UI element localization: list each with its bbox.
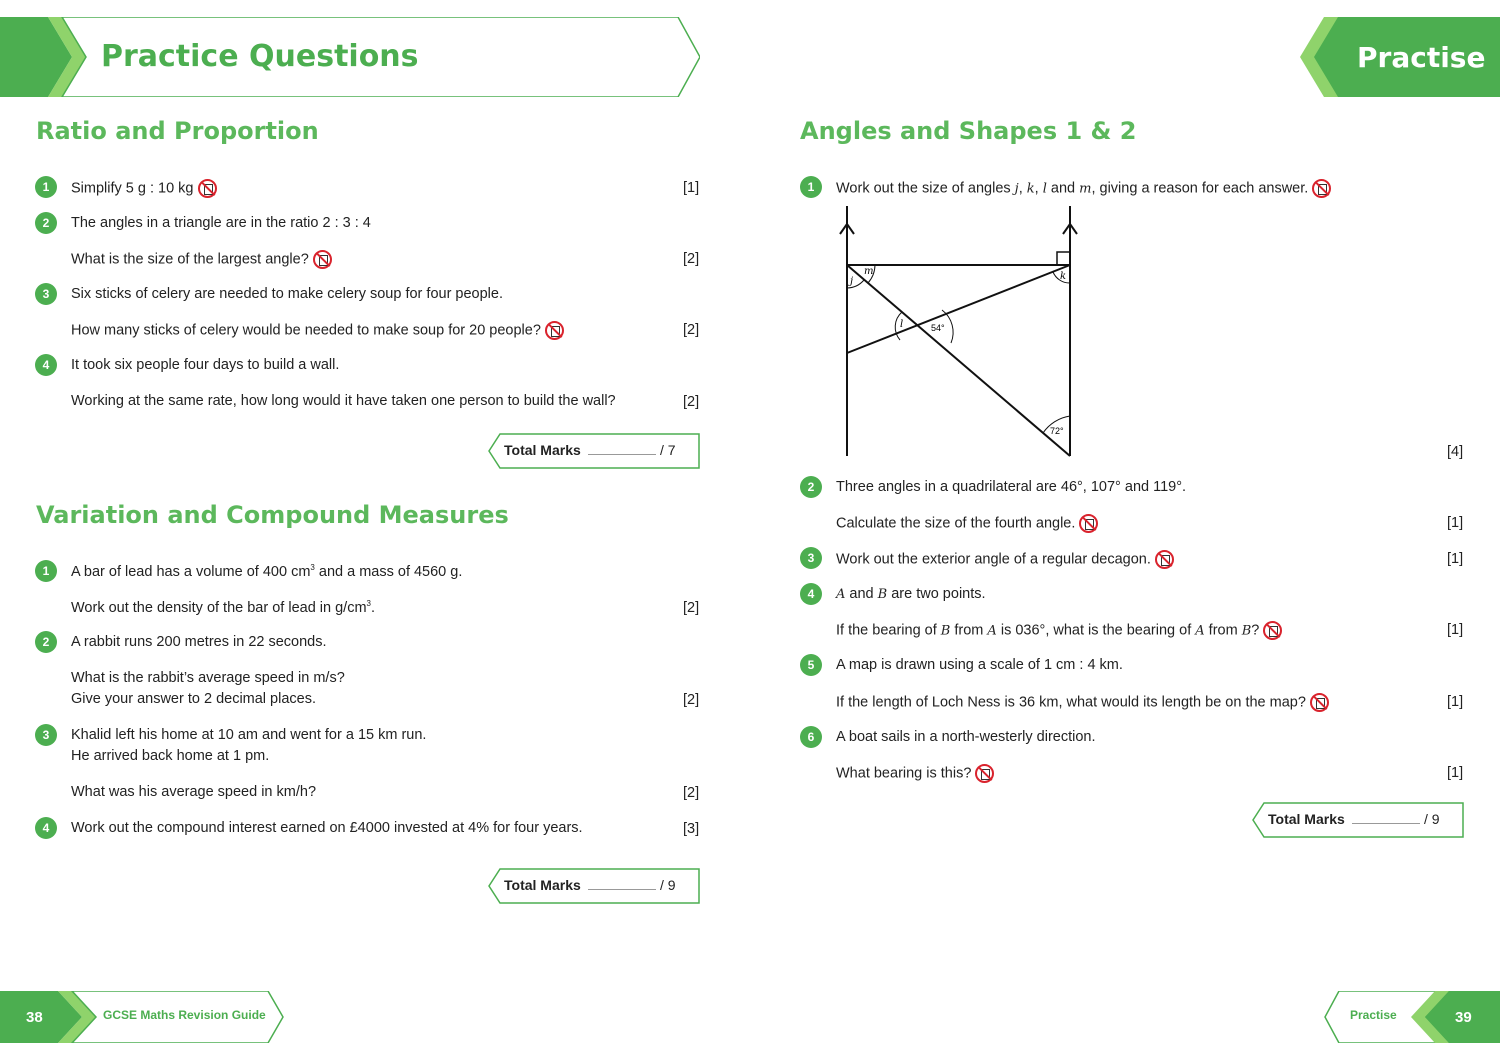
question-line: Work out the density of the bar of lead in g/cm — [71, 599, 367, 616]
question-line: How many sticks of celery would be needed to make soup for 20 people? — [71, 322, 541, 339]
question-number: 6 — [800, 726, 822, 748]
question-line: Work out the exterior angle of a regular decagon. — [836, 551, 1151, 568]
question-text — [836, 764, 994, 783]
section-title-ratio: Ratio and Proportion — [36, 117, 319, 145]
question-marks: [1] — [1447, 622, 1464, 638]
footer-left — [0, 991, 285, 1043]
question-line: are two points. — [887, 586, 986, 602]
question-text: Three angles in a quadrilateral are 46°, 107° and 119°. — [836, 479, 1187, 495]
question-text: What was his average speed in km/h? — [71, 784, 317, 800]
question-number: 4 — [35, 817, 57, 839]
diagram-diagonal-down — [847, 265, 1070, 456]
no-calculator-icon — [1155, 550, 1174, 569]
question-line: from — [1204, 622, 1242, 639]
var-A: A — [1195, 623, 1205, 639]
total-marks-line — [1352, 823, 1420, 824]
question-marks: [1] — [1447, 765, 1464, 781]
question-number: 2 — [800, 476, 822, 498]
question-line: A bar of lead has a volume of 400 cm — [71, 563, 311, 580]
question-text: Give your answer to 2 decimal places. — [71, 691, 316, 707]
label-m: m — [864, 266, 874, 277]
question-line: , giving a reason for each answer. — [1091, 180, 1309, 197]
var-B: B — [877, 587, 888, 602]
question-number: 3 — [35, 724, 57, 746]
label-k: k — [1060, 271, 1067, 282]
no-calculator-icon — [198, 179, 217, 198]
superscript: 3 — [310, 563, 315, 572]
question-text: Six sticks of celery are needed to make celery soup for four people. — [71, 286, 503, 302]
question-text — [71, 250, 332, 269]
footer-section-label: Practise — [1350, 1008, 1397, 1022]
angle-diagram — [830, 200, 1090, 462]
page-number: 39 — [1455, 1009, 1472, 1026]
question-marks: [1] — [1447, 694, 1464, 710]
question-number: 1 — [35, 560, 57, 582]
question-marks: [2] — [683, 251, 700, 267]
question-text: A rabbit runs 200 metres in 22 seconds. — [71, 634, 327, 650]
question-text — [836, 586, 986, 602]
no-calculator-icon — [313, 250, 332, 269]
question-text — [836, 621, 1282, 640]
question-marks: [1] — [683, 180, 700, 196]
question-line: Work out the size of angles — [836, 180, 1015, 197]
section-title-angles: Angles and Shapes 1 & 2 — [800, 117, 1137, 145]
diagram-right-angle-mark — [1057, 252, 1070, 265]
question-marks: [1] — [1447, 515, 1464, 531]
header-left-banner — [0, 17, 700, 97]
question-marks: [2] — [683, 394, 700, 410]
total-marks-value: / 7 — [660, 442, 676, 458]
question-line: and a mass of 4560 g. — [314, 563, 463, 580]
total-marks-label: Total Marks — [504, 442, 581, 458]
question-number: 2 — [35, 212, 57, 234]
page-title: Practice Questions — [101, 39, 419, 74]
question-text — [71, 563, 462, 580]
question-number: 4 — [800, 583, 822, 605]
no-calculator-icon — [1310, 693, 1329, 712]
page-number: 38 — [26, 1009, 43, 1026]
question-marks: [4] — [1447, 444, 1464, 460]
question-text: A boat sails in a north-westerly direction. — [836, 729, 1096, 745]
question-number: 5 — [800, 654, 822, 676]
var-j: j — [1014, 181, 1019, 197]
no-calculator-icon — [975, 764, 994, 783]
total-marks-line — [588, 889, 656, 890]
question-line: . — [370, 599, 376, 616]
question-text — [71, 321, 564, 340]
header-right-tab — [1298, 17, 1500, 97]
no-calculator-icon — [545, 321, 564, 340]
question-text — [71, 179, 217, 198]
question-text: Working at the same rate, how long would it have taken one person to build the wall? — [71, 393, 616, 409]
question-text — [71, 599, 375, 616]
total-marks-label: Total Marks — [1268, 811, 1345, 827]
question-number: 4 — [35, 354, 57, 376]
question-line: is 036°, what is the bearing of — [996, 622, 1196, 639]
question-text: Work out the size of angles j, k, l and m, giving a reason for each answer. — [836, 179, 1331, 198]
question-line: What bearing is this? — [836, 765, 972, 782]
book-title: GCSE Maths Revision Guide — [103, 1008, 266, 1022]
question-number: 2 — [35, 631, 57, 653]
question-line: Calculate the size of the fourth angle. — [836, 515, 1076, 532]
superscript: 3 — [366, 599, 371, 608]
question-number: 3 — [800, 547, 822, 569]
question-line: If the bearing of — [836, 622, 941, 639]
question-text — [836, 514, 1098, 533]
question-text: He arrived back home at 1 pm. — [71, 748, 270, 764]
question-line: and — [1046, 180, 1080, 197]
question-line: Simplify 5 g : 10 kg — [71, 180, 194, 197]
total-marks-label: Total Marks — [504, 877, 581, 893]
var-B: B — [940, 623, 951, 639]
question-text: What is the rabbit’s average speed in m/s? — [71, 670, 345, 686]
no-calculator-icon — [1312, 179, 1331, 198]
question-text: A map is drawn using a scale of 1 cm : 4 km. — [836, 657, 1123, 673]
question-number: 1 — [35, 176, 57, 198]
question-marks: [2] — [683, 785, 700, 801]
label-54: 54° — [931, 323, 945, 333]
question-line: and — [845, 586, 878, 602]
angle-diagram-svg — [830, 200, 1090, 462]
var-B: B — [1241, 623, 1252, 639]
no-calculator-icon — [1079, 514, 1098, 533]
total-marks-box — [1252, 802, 1462, 836]
total-marks-value: / 9 — [660, 877, 676, 893]
total-marks-line — [588, 454, 656, 455]
var-l: l — [1042, 181, 1047, 197]
diagram-diagonal-up — [847, 265, 1070, 353]
question-text — [836, 550, 1174, 569]
var-A: A — [987, 623, 997, 639]
question-text: Work out the compound interest earned on £4000 invested at 4% for four years. — [71, 820, 583, 836]
section-tab-label: Practise — [1357, 41, 1486, 74]
total-marks-box — [488, 433, 698, 467]
var-k: k — [1026, 181, 1035, 197]
question-line: What is the size of the largest angle? — [71, 251, 309, 268]
var-A: A — [836, 587, 846, 602]
var-m: m — [1079, 181, 1092, 197]
footer-right — [1323, 991, 1500, 1043]
label-j: j — [850, 276, 854, 287]
question-number: 1 — [800, 176, 822, 198]
question-line: If the length of Loch Ness is 36 km, what would its length be on the map? — [836, 694, 1306, 711]
question-text: The angles in a triangle are in the ratio 2 : 3 : 4 — [71, 215, 371, 231]
question-marks: [2] — [683, 600, 700, 616]
question-text: It took six people four days to build a wall. — [71, 357, 340, 373]
section-title-variation: Variation and Compound Measures — [36, 501, 509, 529]
question-number: 3 — [35, 283, 57, 305]
question-text — [836, 693, 1329, 712]
question-line: from — [950, 622, 988, 639]
total-marks-value: / 9 — [1424, 811, 1440, 827]
question-text: Khalid left his home at 10 am and went for a 15 km run. — [71, 727, 427, 743]
label-l: l — [900, 319, 904, 330]
question-marks: [2] — [683, 692, 700, 708]
question-marks: [3] — [683, 821, 700, 837]
question-marks: [1] — [1447, 551, 1464, 567]
no-calculator-icon — [1263, 621, 1282, 640]
question-line: ? — [1251, 622, 1260, 639]
question-marks: [2] — [683, 322, 700, 338]
label-72: 72° — [1050, 426, 1064, 436]
total-marks-box — [488, 868, 698, 902]
